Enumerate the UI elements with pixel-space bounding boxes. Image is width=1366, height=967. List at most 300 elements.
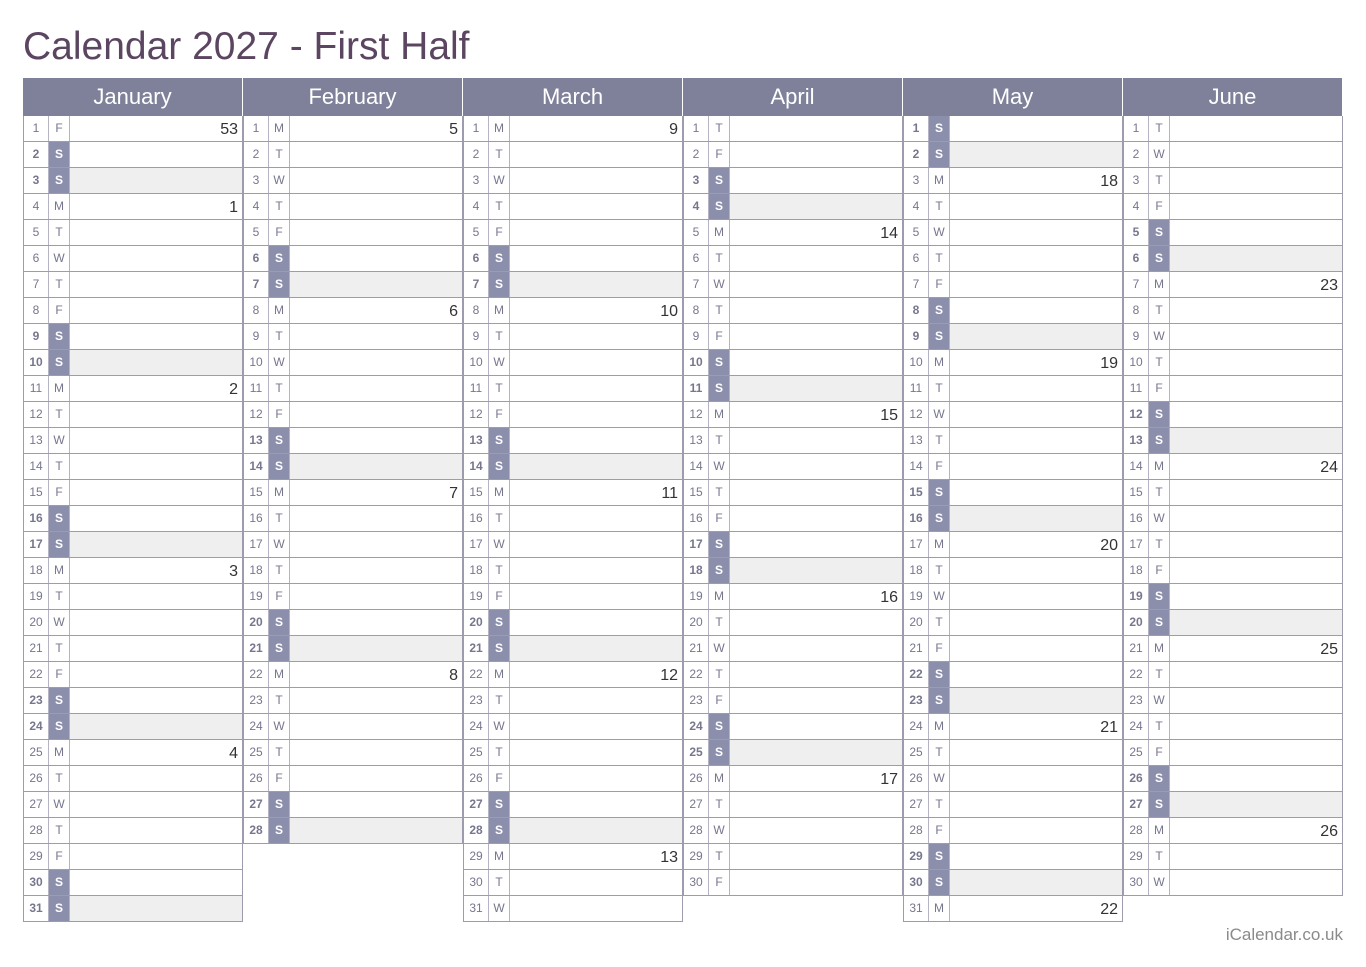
day-number: 26 [684,766,709,791]
day-number: 15 [684,480,709,505]
day-note-area [1170,246,1342,271]
weekday-letter: F [929,818,950,843]
weekday-letter: M [269,662,290,687]
day-number: 23 [1124,688,1149,713]
day-row [23,506,243,532]
weekday-letter: T [1149,532,1170,557]
day-row [243,714,463,740]
weekday-letter: S [49,142,70,167]
weekday-letter: S [709,376,730,401]
day-row [683,688,903,714]
day-number: 12 [1124,402,1149,427]
day-row [903,818,1123,844]
day-number: 7 [684,272,709,297]
day-number: 1 [904,116,929,141]
weekday-letter: S [489,636,510,661]
weekday-letter: T [489,506,510,531]
calendar-grid [23,78,1343,923]
day-row [23,870,243,896]
day-number: 22 [244,662,269,687]
day-note-area [70,168,242,193]
day-row [23,142,243,168]
weekday-letter: S [709,532,730,557]
weekday-letter: T [929,428,950,453]
day-row [243,766,463,792]
day-number: 23 [904,688,929,713]
weekday-letter: F [489,584,510,609]
day-number: 5 [244,220,269,245]
weekday-letter: M [929,168,950,193]
day-row [1123,376,1343,402]
day-number: 6 [24,246,49,271]
day-row [243,558,463,584]
day-row [243,220,463,246]
weekday-letter: T [1149,480,1170,505]
day-row [243,428,463,454]
day-row [683,844,903,870]
weekday-letter: F [269,584,290,609]
weekday-letter: T [1149,350,1170,375]
day-row [903,220,1123,246]
day-number: 17 [684,532,709,557]
day-number: 1 [24,116,49,141]
week-number: 6 [449,303,458,320]
weekday-letter: T [929,610,950,635]
weekday-letter: S [1149,220,1170,245]
day-number: 28 [244,818,269,843]
day-number: 24 [24,714,49,739]
day-row [1123,116,1343,142]
day-number: 12 [464,402,489,427]
day-number: 20 [244,610,269,635]
weekday-letter: S [489,428,510,453]
day-number: 15 [244,480,269,505]
footer-credit: iCalendar.co.uk [1225,925,1343,944]
weekday-letter: T [1149,662,1170,687]
day-note-area [70,532,242,557]
weekday-letter: F [489,402,510,427]
day-number: 14 [24,454,49,479]
day-number: 4 [244,194,269,219]
weekday-letter: T [1149,168,1170,193]
day-note-area [950,142,1122,167]
weekday-letter: T [709,298,730,323]
weekday-letter: S [1149,428,1170,453]
weekday-letter: T [1149,298,1170,323]
day-number: 2 [24,142,49,167]
week-number: 7 [449,485,458,502]
day-number: 27 [904,792,929,817]
weekday-letter: W [489,532,510,557]
day-number: 11 [1124,376,1149,401]
day-row [243,584,463,610]
day-number: 23 [24,688,49,713]
weekday-letter: T [489,142,510,167]
weekday-letter: S [489,246,510,271]
day-row [243,740,463,766]
day-row [903,194,1123,220]
day-number: 30 [684,870,709,895]
day-note-area [730,740,902,765]
weekday-letter: W [489,714,510,739]
day-row [903,558,1123,584]
weekday-letter: T [929,376,950,401]
day-row [1123,610,1343,636]
day-number: 27 [24,792,49,817]
weekday-letter: S [269,636,290,661]
day-row [903,688,1123,714]
week-number: 2 [229,381,238,398]
day-row [23,428,243,454]
day-row [903,480,1123,506]
day-row [463,740,683,766]
day-number: 10 [464,350,489,375]
week-number: 5 [449,121,458,138]
day-number: 10 [904,350,929,375]
day-note-area [290,636,462,661]
day-row [1123,532,1343,558]
day-row [683,402,903,428]
weekday-letter: M [49,194,70,219]
day-row [903,350,1123,376]
weekday-letter: W [929,402,950,427]
day-row [463,402,683,428]
day-row [683,454,903,480]
weekday-letter: M [709,402,730,427]
day-row [23,766,243,792]
weekday-letter: T [489,740,510,765]
day-row [1123,714,1343,740]
weekday-letter: S [49,714,70,739]
weekday-letter: M [489,662,510,687]
day-number: 20 [464,610,489,635]
day-number: 12 [244,402,269,427]
day-note-area [730,376,902,401]
day-number: 14 [1124,454,1149,479]
day-number: 7 [244,272,269,297]
day-row [1123,246,1343,272]
day-row [1123,272,1343,298]
weekday-letter: W [49,792,70,817]
weekday-letter: F [709,324,730,349]
day-row [903,428,1123,454]
day-number: 13 [684,428,709,453]
day-row [683,246,903,272]
day-number: 21 [464,636,489,661]
day-number: 25 [684,740,709,765]
day-number: 14 [904,454,929,479]
day-note-area [950,870,1122,895]
weekday-letter: S [709,168,730,193]
weekday-letter: T [49,220,70,245]
weekday-letter: S [929,116,950,141]
day-number: 25 [1124,740,1149,765]
day-number: 3 [904,168,929,193]
month-column-january [23,78,243,922]
weekday-letter: F [269,766,290,791]
day-row [683,220,903,246]
day-row [1123,844,1343,870]
weekday-letter: S [269,246,290,271]
day-row [23,740,243,766]
weekday-letter: F [929,454,950,479]
day-number: 29 [1124,844,1149,869]
day-row [1123,662,1343,688]
day-number: 7 [464,272,489,297]
weekday-letter: M [929,896,950,921]
day-number: 7 [24,272,49,297]
day-row [23,844,243,870]
day-row [1123,194,1343,220]
day-row [243,688,463,714]
weekday-letter: T [1149,844,1170,869]
day-number: 31 [464,896,489,921]
day-number: 3 [464,168,489,193]
weekday-letter: W [709,636,730,661]
day-number: 14 [464,454,489,479]
day-row [683,376,903,402]
week-number: 9 [669,121,678,138]
day-number: 25 [904,740,929,765]
day-row [1123,298,1343,324]
day-row [243,402,463,428]
weekday-letter: S [929,688,950,713]
day-row [1123,870,1343,896]
day-number: 4 [464,194,489,219]
day-row [683,350,903,376]
day-note-area [730,194,902,219]
weekday-letter: W [1149,324,1170,349]
day-number: 21 [24,636,49,661]
weekday-letter: F [49,844,70,869]
day-row [463,428,683,454]
weekday-letter: F [1149,194,1170,219]
weekday-letter: T [269,194,290,219]
weekday-letter: S [929,324,950,349]
day-number: 17 [464,532,489,557]
month-header: June [1123,78,1343,116]
weekday-letter: W [1149,870,1170,895]
day-row [683,662,903,688]
week-number: 53 [220,121,238,138]
day-note-area [290,454,462,479]
day-row [463,714,683,740]
week-number: 26 [1320,823,1338,840]
weekday-letter: T [269,558,290,583]
day-row [683,740,903,766]
weekday-letter: T [489,324,510,349]
day-number: 29 [24,844,49,869]
day-note-area [510,454,682,479]
day-number: 27 [464,792,489,817]
day-row [683,818,903,844]
day-row [903,454,1123,480]
day-row [463,220,683,246]
weekday-letter: M [49,376,70,401]
day-row [683,194,903,220]
weekday-letter: T [929,558,950,583]
day-row [463,324,683,350]
day-row [463,116,683,142]
weekday-letter: W [709,818,730,843]
weekday-letter: S [709,740,730,765]
day-number: 18 [684,558,709,583]
day-number: 10 [684,350,709,375]
day-row [23,896,243,922]
day-number: 13 [464,428,489,453]
day-number: 6 [1124,246,1149,271]
weekday-letter: S [929,662,950,687]
day-row [463,298,683,324]
weekday-letter: S [269,818,290,843]
day-number: 31 [904,896,929,921]
day-row [23,116,243,142]
day-number: 16 [684,506,709,531]
day-row [23,636,243,662]
day-number: 26 [24,766,49,791]
weekday-letter: S [929,298,950,323]
day-row [903,610,1123,636]
day-row [1123,636,1343,662]
day-number: 9 [684,324,709,349]
day-number: 9 [904,324,929,349]
day-number: 6 [464,246,489,271]
day-number: 27 [244,792,269,817]
weekday-letter: T [709,610,730,635]
day-number: 7 [1124,272,1149,297]
day-number: 29 [684,844,709,869]
day-row [23,610,243,636]
day-number: 11 [24,376,49,401]
day-row [243,350,463,376]
day-number: 16 [464,506,489,531]
day-number: 12 [684,402,709,427]
weekday-letter: T [269,740,290,765]
day-row [903,272,1123,298]
weekday-letter: F [489,220,510,245]
day-number: 30 [1124,870,1149,895]
day-row [903,740,1123,766]
day-row [903,532,1123,558]
day-number: 2 [1124,142,1149,167]
weekday-letter: T [709,428,730,453]
day-number: 21 [684,636,709,661]
day-number: 1 [1124,116,1149,141]
day-row [463,844,683,870]
day-row [463,272,683,298]
week-number: 10 [660,303,678,320]
day-row [683,532,903,558]
day-number: 8 [904,298,929,323]
day-number: 24 [1124,714,1149,739]
day-number: 18 [24,558,49,583]
day-row [903,402,1123,428]
month-header: January [23,78,243,116]
day-number: 22 [684,662,709,687]
day-number: 26 [464,766,489,791]
day-number: 8 [24,298,49,323]
day-row [903,766,1123,792]
day-number: 13 [244,428,269,453]
day-row [243,116,463,142]
weekday-letter: S [269,428,290,453]
weekday-letter: M [929,714,950,739]
weekday-letter: M [709,766,730,791]
day-row [23,532,243,558]
day-number: 22 [1124,662,1149,687]
day-note-area [1170,792,1342,817]
weekday-letter: M [489,844,510,869]
weekday-letter: S [49,870,70,895]
day-number: 15 [1124,480,1149,505]
day-row [903,714,1123,740]
day-number: 19 [904,584,929,609]
day-number: 24 [904,714,929,739]
day-row [243,636,463,662]
day-row [23,376,243,402]
weekday-letter: S [49,350,70,375]
day-number: 22 [904,662,929,687]
day-number: 10 [1124,350,1149,375]
day-row [1123,142,1343,168]
week-number: 8 [449,667,458,684]
day-row [243,506,463,532]
week-number: 23 [1320,277,1338,294]
day-row [1123,740,1343,766]
day-number: 9 [464,324,489,349]
weekday-letter: S [709,558,730,583]
weekday-letter: F [49,480,70,505]
day-number: 25 [464,740,489,765]
day-row [903,246,1123,272]
weekday-letter: M [709,220,730,245]
weekday-letter: S [49,168,70,193]
day-number: 26 [1124,766,1149,791]
weekday-letter: T [49,454,70,479]
day-note-area [510,818,682,843]
weekday-letter: T [269,376,290,401]
weekday-letter: W [929,766,950,791]
day-row [683,610,903,636]
day-number: 28 [904,818,929,843]
week-number: 1 [229,199,238,216]
day-row [1123,220,1343,246]
weekday-letter: S [929,506,950,531]
day-number: 8 [464,298,489,323]
day-row [1123,480,1343,506]
day-row [903,116,1123,142]
weekday-letter: T [49,818,70,843]
day-row [463,246,683,272]
day-number: 13 [1124,428,1149,453]
day-number: 22 [24,662,49,687]
day-number: 4 [904,194,929,219]
day-number: 8 [244,298,269,323]
day-note-area [1170,610,1342,635]
day-row [23,350,243,376]
day-row [243,532,463,558]
day-number: 24 [684,714,709,739]
day-number: 12 [24,402,49,427]
weekday-letter: T [929,246,950,271]
day-number: 8 [1124,298,1149,323]
weekday-letter: S [49,506,70,531]
day-row [1123,324,1343,350]
weekday-letter: S [929,142,950,167]
weekday-letter: M [489,116,510,141]
day-row [463,610,683,636]
day-number: 18 [464,558,489,583]
